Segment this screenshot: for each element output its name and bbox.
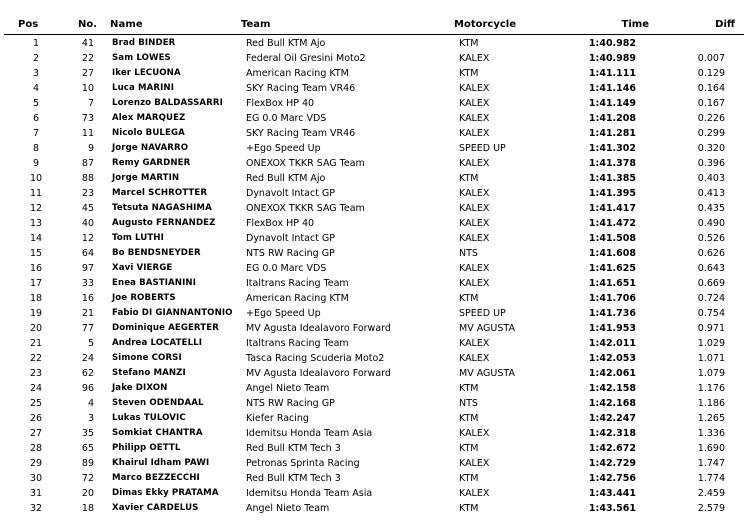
cell-motorcycle: KTM xyxy=(459,503,479,514)
cell-team: Italtrans Racing Team xyxy=(246,338,349,349)
cell-motorcycle: KTM xyxy=(459,413,479,424)
cell-number: 5 xyxy=(87,338,94,349)
cell-team: Tasca Racing Scuderia Moto2 xyxy=(246,353,385,364)
cell-rider-name: Simone CORSI xyxy=(112,353,182,363)
header-motorcycle: Motorcycle xyxy=(454,19,516,30)
cell-pos: 28 xyxy=(29,443,43,454)
cell-number: 97 xyxy=(81,263,94,274)
cell-rider-name: Tom LUTHI xyxy=(112,233,164,243)
cell-rider-name: Stefano MANZI xyxy=(112,368,186,378)
cell-team: Kiefer Racing xyxy=(246,413,309,424)
cell-number: 62 xyxy=(81,368,94,379)
cell-diff: 1.071 xyxy=(697,353,725,364)
cell-motorcycle: KTM xyxy=(459,38,479,49)
table-row xyxy=(0,247,745,262)
cell-time: 1:41.208 xyxy=(588,113,636,124)
cell-pos: 22 xyxy=(29,353,43,364)
cell-motorcycle: SPEED UP xyxy=(459,308,506,319)
cell-motorcycle: KALEX xyxy=(459,188,490,199)
cell-team: Idemitsu Honda Team Asia xyxy=(246,428,373,439)
cell-motorcycle: KALEX xyxy=(459,488,490,499)
results-table-body xyxy=(0,37,745,517)
cell-diff: 2.459 xyxy=(697,488,725,499)
table-row xyxy=(0,52,745,67)
cell-diff: 0.413 xyxy=(697,188,725,199)
cell-number: 18 xyxy=(81,503,94,514)
cell-number: 12 xyxy=(81,233,94,244)
cell-time: 1:42.011 xyxy=(588,338,636,349)
cell-diff: 0.164 xyxy=(697,83,725,94)
table-row xyxy=(0,202,745,217)
cell-time: 1:41.149 xyxy=(588,98,636,109)
cell-motorcycle: MV AGUSTA xyxy=(459,323,515,334)
cell-motorcycle: KALEX xyxy=(459,53,490,64)
cell-rider-name: Andrea LOCATELLI xyxy=(112,338,203,348)
cell-number: 73 xyxy=(81,113,94,124)
cell-number: 72 xyxy=(81,473,94,484)
cell-number: 45 xyxy=(81,203,94,214)
cell-time: 1:41.378 xyxy=(588,158,636,169)
cell-rider-name: Jorge MARTIN xyxy=(112,173,180,183)
cell-diff: 0.299 xyxy=(697,128,725,139)
cell-time: 1:42.756 xyxy=(588,473,636,484)
cell-rider-name: Brad BINDER xyxy=(112,38,176,48)
table-row xyxy=(0,232,745,247)
header-name: Name xyxy=(110,19,143,30)
cell-rider-name: Somkiat CHANTRA xyxy=(112,428,203,438)
cell-pos: 18 xyxy=(29,293,43,304)
table-row xyxy=(0,397,745,412)
cell-time: 1:41.953 xyxy=(588,323,636,334)
cell-time: 1:40.989 xyxy=(588,53,636,64)
cell-pos: 14 xyxy=(29,233,43,244)
cell-time: 1:41.146 xyxy=(588,83,636,94)
cell-diff: 0.007 xyxy=(697,53,725,64)
cell-time: 1:41.395 xyxy=(588,188,636,199)
cell-rider-name: Remy GARDNER xyxy=(112,158,191,168)
cell-time: 1:42.158 xyxy=(588,383,636,394)
cell-motorcycle: KTM xyxy=(459,173,479,184)
cell-diff: 0.320 xyxy=(697,143,725,154)
cell-diff: 1.747 xyxy=(697,458,725,469)
cell-number: 4 xyxy=(87,398,94,409)
cell-number: 89 xyxy=(81,458,94,469)
table-row xyxy=(0,67,745,82)
cell-rider-name: Sam LOWES xyxy=(112,53,171,63)
cell-rider-name: Khairul Idham PAWI xyxy=(112,458,210,468)
cell-team: ONEXOX TKKR SAG Team xyxy=(246,158,365,169)
cell-team: Red Bull KTM Ajo xyxy=(246,38,326,49)
cell-time: 1:41.281 xyxy=(588,128,636,139)
cell-motorcycle: KALEX xyxy=(459,98,490,109)
cell-motorcycle: NTS xyxy=(459,398,478,409)
cell-time: 1:42.247 xyxy=(588,413,636,424)
table-row xyxy=(0,217,745,232)
cell-rider-name: Tetsuta NAGASHIMA xyxy=(112,203,212,213)
cell-motorcycle: KALEX xyxy=(459,83,490,94)
cell-time: 1:43.441 xyxy=(588,488,636,499)
cell-number: 35 xyxy=(81,428,94,439)
cell-diff: 0.490 xyxy=(697,218,725,229)
cell-number: 33 xyxy=(81,278,94,289)
table-row xyxy=(0,157,745,172)
cell-diff: 1.176 xyxy=(697,383,725,394)
table-header xyxy=(0,18,745,34)
cell-number: 87 xyxy=(81,158,94,169)
cell-diff: 0.226 xyxy=(697,113,725,124)
cell-motorcycle: KALEX xyxy=(459,338,490,349)
cell-number: 96 xyxy=(81,383,94,394)
cell-team: Federal Oil Gresini Moto2 xyxy=(246,53,366,64)
cell-number: 16 xyxy=(81,293,94,304)
cell-motorcycle: KTM xyxy=(459,443,479,454)
table-row xyxy=(0,427,745,442)
cell-number: 77 xyxy=(81,323,94,334)
cell-pos: 7 xyxy=(32,128,40,139)
cell-number: 41 xyxy=(81,38,94,49)
cell-team: Italtrans Racing Team xyxy=(246,278,349,289)
cell-time: 1:41.302 xyxy=(588,143,636,154)
cell-pos: 20 xyxy=(29,323,43,334)
table-row xyxy=(0,97,745,112)
cell-team: FlexBox HP 40 xyxy=(246,98,315,109)
cell-pos: 29 xyxy=(29,458,43,469)
cell-time: 1:41.472 xyxy=(588,218,636,229)
cell-pos: 13 xyxy=(29,218,43,229)
cell-pos: 16 xyxy=(29,263,43,274)
cell-motorcycle: KALEX xyxy=(459,278,490,289)
cell-diff: 1.186 xyxy=(697,398,725,409)
table-row xyxy=(0,37,745,52)
cell-motorcycle: KALEX xyxy=(459,128,490,139)
cell-number: 11 xyxy=(81,128,94,139)
cell-rider-name: Philipp OETTL xyxy=(112,443,181,453)
cell-pos: 2 xyxy=(32,53,40,64)
cell-time: 1:41.417 xyxy=(588,203,636,214)
cell-rider-name: Luca MARINI xyxy=(112,83,174,93)
cell-pos: 6 xyxy=(32,113,40,124)
cell-time: 1:41.651 xyxy=(588,278,636,289)
cell-rider-name: Lorenzo BALDASSARRI xyxy=(112,98,223,108)
cell-time: 1:41.508 xyxy=(588,233,636,244)
table-row xyxy=(0,322,745,337)
cell-motorcycle: KALEX xyxy=(459,218,490,229)
cell-pos: 15 xyxy=(29,248,43,259)
cell-diff: 1.336 xyxy=(697,428,725,439)
cell-team: SKY Racing Team VR46 xyxy=(246,128,356,139)
cell-motorcycle: KTM xyxy=(459,383,479,394)
cell-team: Dynavolt Intact GP xyxy=(246,188,336,199)
cell-pos: 10 xyxy=(29,173,43,184)
cell-number: 27 xyxy=(81,68,94,79)
cell-pos: 24 xyxy=(29,383,43,394)
table-row xyxy=(0,292,745,307)
cell-time: 1:42.168 xyxy=(588,398,636,409)
table-row xyxy=(0,502,745,517)
cell-rider-name: Augusto FERNANDEZ xyxy=(112,218,216,228)
table-row xyxy=(0,487,745,502)
cell-diff: 0.626 xyxy=(697,248,725,259)
table-row xyxy=(0,112,745,127)
cell-team: NTS RW Racing GP xyxy=(246,398,335,409)
table-row xyxy=(0,172,745,187)
cell-number: 65 xyxy=(81,443,94,454)
cell-number: 40 xyxy=(81,218,94,229)
cell-diff: 0.396 xyxy=(697,158,725,169)
cell-pos: 11 xyxy=(29,188,43,199)
cell-diff: 0.971 xyxy=(697,323,725,334)
cell-pos: 30 xyxy=(29,473,43,484)
cell-team: American Racing KTM xyxy=(246,68,349,79)
cell-motorcycle: MV AGUSTA xyxy=(459,368,515,379)
cell-number: 88 xyxy=(81,173,94,184)
cell-motorcycle: NTS xyxy=(459,248,478,259)
cell-motorcycle: KALEX xyxy=(459,113,490,124)
cell-time: 1:41.736 xyxy=(588,308,636,319)
cell-rider-name: Bo BENDSNEYDER xyxy=(112,248,201,258)
cell-diff: 2.579 xyxy=(697,503,725,514)
cell-team: Red Bull KTM Ajo xyxy=(246,173,326,184)
cell-number: 64 xyxy=(81,248,94,259)
cell-time: 1:41.706 xyxy=(588,293,636,304)
cell-time: 1:42.729 xyxy=(588,458,636,469)
cell-motorcycle: SPEED UP xyxy=(459,143,506,154)
cell-motorcycle: KALEX xyxy=(459,353,490,364)
cell-number: 10 xyxy=(81,83,94,94)
cell-number: 7 xyxy=(87,98,94,109)
table-row xyxy=(0,367,745,382)
cell-rider-name: Lukas TULOVIC xyxy=(112,413,186,423)
cell-number: 20 xyxy=(81,488,94,499)
cell-team: Petronas Sprinta Racing xyxy=(246,458,360,469)
cell-diff: 0.643 xyxy=(697,263,725,274)
table-row xyxy=(0,277,745,292)
cell-motorcycle: KALEX xyxy=(459,203,490,214)
cell-pos: 1 xyxy=(32,38,40,49)
cell-number: 24 xyxy=(81,353,94,364)
cell-time: 1:40.982 xyxy=(588,38,636,49)
header-divider xyxy=(4,34,744,35)
table-row xyxy=(0,457,745,472)
table-row xyxy=(0,142,745,157)
cell-time: 1:41.625 xyxy=(588,263,636,274)
header-team: Team xyxy=(241,19,271,30)
cell-diff: 1.079 xyxy=(697,368,725,379)
cell-diff: 0.435 xyxy=(697,203,725,214)
table-row xyxy=(0,412,745,427)
table-row xyxy=(0,187,745,202)
cell-pos: 21 xyxy=(29,338,43,349)
cell-diff: 0.754 xyxy=(697,308,725,319)
cell-diff: 0.669 xyxy=(697,278,725,289)
cell-rider-name: Jake DIXON xyxy=(112,383,168,393)
cell-rider-name: Alex MARQUEZ xyxy=(112,113,186,123)
table-row xyxy=(0,337,745,352)
cell-pos: 12 xyxy=(29,203,43,214)
cell-diff: 0.167 xyxy=(697,98,725,109)
cell-time: 1:42.061 xyxy=(588,368,636,379)
cell-time: 1:41.608 xyxy=(588,248,636,259)
table-row xyxy=(0,472,745,487)
cell-team: NTS RW Racing GP xyxy=(246,248,335,259)
cell-motorcycle: KALEX xyxy=(459,458,490,469)
header-diff: Diff xyxy=(715,19,735,30)
cell-rider-name: Joe ROBERTS xyxy=(112,293,176,303)
cell-motorcycle: KALEX xyxy=(459,428,490,439)
cell-diff: 0.724 xyxy=(697,293,725,304)
cell-pos: 27 xyxy=(29,428,43,439)
cell-diff: 0.526 xyxy=(697,233,725,244)
cell-team: EG 0.0 Marc VDS xyxy=(246,113,327,124)
cell-team: ONEXOX TKKR SAG Team xyxy=(246,203,365,214)
cell-pos: 19 xyxy=(29,308,43,319)
cell-team: Red Bull KTM Tech 3 xyxy=(246,443,341,454)
cell-number: 22 xyxy=(81,53,94,64)
cell-motorcycle: KALEX xyxy=(459,263,490,274)
header-time: Time xyxy=(621,19,649,30)
cell-team: Angel Nieto Team xyxy=(246,503,330,514)
cell-rider-name: Marco BEZZECCHI xyxy=(112,473,200,483)
cell-team: +Ego Speed Up xyxy=(246,143,321,154)
cell-rider-name: Nicolo BULEGA xyxy=(112,128,185,138)
cell-pos: 17 xyxy=(29,278,43,289)
table-row xyxy=(0,442,745,457)
cell-team: Angel Nieto Team xyxy=(246,383,330,394)
cell-pos: 31 xyxy=(29,488,43,499)
cell-rider-name: Xavier CARDELUS xyxy=(112,503,199,513)
cell-motorcycle: KALEX xyxy=(459,233,490,244)
cell-rider-name: Dominique AEGERTER xyxy=(112,323,219,333)
cell-rider-name: Marcel SCHROTTER xyxy=(112,188,208,198)
cell-number: 23 xyxy=(81,188,94,199)
cell-diff: 1.774 xyxy=(697,473,725,484)
cell-time: 1:43.561 xyxy=(588,503,636,514)
cell-team: FlexBox HP 40 xyxy=(246,218,315,229)
header-pos: Pos xyxy=(18,19,39,30)
cell-rider-name: Fabio DI GIANNANTONIO xyxy=(112,308,233,318)
cell-number: 9 xyxy=(87,143,94,154)
cell-team: MV Agusta Idealavoro Forward xyxy=(246,323,391,334)
cell-team: Dynavolt Intact GP xyxy=(246,233,336,244)
cell-rider-name: Enea BASTIANINI xyxy=(112,278,196,288)
cell-pos: 26 xyxy=(29,413,43,424)
cell-team: +Ego Speed Up xyxy=(246,308,321,319)
cell-diff: 0.129 xyxy=(697,68,725,79)
cell-pos: 9 xyxy=(32,158,40,169)
cell-rider-name: Steven ODENDAAL xyxy=(112,398,204,408)
cell-rider-name: Jorge NAVARRO xyxy=(112,143,189,153)
cell-team: MV Agusta Idealavoro Forward xyxy=(246,368,391,379)
table-row xyxy=(0,82,745,97)
cell-number: 21 xyxy=(81,308,94,319)
cell-diff: 1.029 xyxy=(697,338,725,349)
cell-motorcycle: KALEX xyxy=(459,158,490,169)
cell-diff: 1.265 xyxy=(697,413,725,424)
table-row xyxy=(0,262,745,277)
cell-team: EG 0.0 Marc VDS xyxy=(246,263,327,274)
cell-pos: 3 xyxy=(32,68,40,79)
cell-pos: 4 xyxy=(32,83,40,94)
cell-time: 1:42.318 xyxy=(588,428,636,439)
cell-rider-name: Xavi VIERGE xyxy=(112,263,173,273)
cell-motorcycle: KTM xyxy=(459,68,479,79)
cell-time: 1:42.053 xyxy=(588,353,636,364)
header-no: No. xyxy=(78,19,98,30)
cell-rider-name: Dimas Ekky PRATAMA xyxy=(112,488,219,498)
cell-team: American Racing KTM xyxy=(246,293,349,304)
cell-pos: 32 xyxy=(29,503,43,514)
table-row xyxy=(0,382,745,397)
cell-motorcycle: KTM xyxy=(459,473,479,484)
cell-rider-name: Iker LECUONA xyxy=(112,68,181,78)
cell-team: SKY Racing Team VR46 xyxy=(246,83,356,94)
cell-time: 1:42.672 xyxy=(588,443,636,454)
cell-time: 1:41.111 xyxy=(588,68,636,79)
table-row xyxy=(0,352,745,367)
cell-pos: 5 xyxy=(32,98,40,109)
cell-team: Red Bull KTM Tech 3 xyxy=(246,473,341,484)
cell-motorcycle: KTM xyxy=(459,293,479,304)
cell-pos: 25 xyxy=(29,398,43,409)
cell-diff: 0.403 xyxy=(697,173,725,184)
cell-time: 1:41.385 xyxy=(588,173,636,184)
cell-team: Idemitsu Honda Team Asia xyxy=(246,488,373,499)
cell-pos: 23 xyxy=(29,368,43,379)
cell-pos: 8 xyxy=(32,143,40,154)
cell-diff: 1.690 xyxy=(697,443,725,454)
table-row xyxy=(0,307,745,322)
table-row xyxy=(0,127,745,142)
cell-number: 3 xyxy=(87,413,94,424)
